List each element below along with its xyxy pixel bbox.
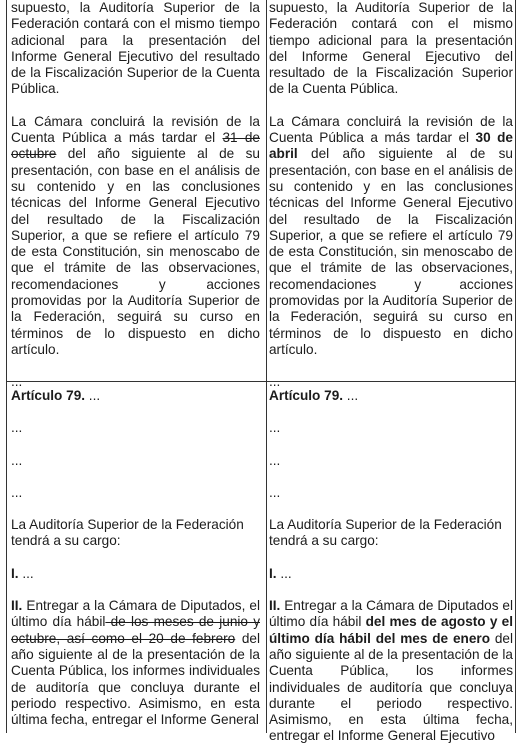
- left-ellipsis: ...: [11, 374, 23, 390]
- column-divider: [266, 0, 267, 733]
- left-fraction-2-strikethrough: de los meses de junio y octubre, así como el 20 de febrero: [11, 614, 260, 646]
- left-fraction-1: [11, 566, 260, 582]
- left-top-cell: [11, 0, 260, 391]
- right-fraction-2-bold-dates: del mes de agosto y el último día hábil del mes de enero: [269, 614, 513, 646]
- right-fraction-1: [269, 566, 513, 582]
- left-fraction-2-number: II.: [11, 598, 23, 614]
- left-fraction-1-number: I.: [11, 565, 19, 581]
- left-dots-3: ...: [11, 484, 23, 500]
- comparison-table: [6, 0, 516, 744]
- right-para2-bold-date: 30 de abril: [269, 130, 513, 162]
- right-dots-2: ...: [269, 452, 281, 468]
- right-bottom-cell: [269, 388, 513, 745]
- right-para2-text-a: La Cámara concluirá la revisión de la Cuenta Pública a más tardar el: [269, 113, 513, 146]
- left-para2-text-b: del año siguiente al de su presentación, con base en el análisis de su contenido y en las conclusiones técnicas del Informe General Ejecutivo del resultado de la Fiscalización Superior, a que se refiere el artículo 79 de esta Constitución, sin menoscabo de que el trámite de las observaciones, recomendaciones y acciones promovidas por la Auditoría Superior de la Federación, seguirá su curso en términos de lo dispuesto en dicho artículo.: [11, 146, 260, 357]
- left-fraction-1-dots: ...: [18, 565, 34, 581]
- right-dots-1: ...: [269, 420, 281, 436]
- right-fraction-2: [269, 598, 513, 745]
- right-fraction-2-number: II.: [269, 598, 281, 614]
- left-fraction-2-text-b: del año siguiente al de la presentación de la Cuenta Pública, los informes individuales de auditoría que concluya durante el periodo respectivo. Asimismo, en esta última fecha, entregar el Informe General: [11, 630, 260, 728]
- right-para2-text-b: del año siguiente al de su presentación, con base en el análisis de su contenido y en las conclusiones técnicas del Informe General Ejecutivo del resultado de la Fiscalización Superior, a que se refiere el artículo 79 de esta Constitución, sin menoscabo de que el trámite de las observaciones, recomendaciones y acciones promovidas por la Auditoría Superior de la Federación, seguirá su curso en términos de lo dispuesto en dicho artículo.: [269, 146, 513, 357]
- left-para2-text-a: La Cámara concluirá la revisión de la Cuenta Pública a más tardar el: [11, 113, 260, 146]
- left-dots-2: ...: [11, 452, 23, 468]
- left-article-title: Artículo 79.: [11, 388, 86, 403]
- right-paragraph-1: supuesto, la Auditoría Superior de la Federación contará con el mismo tiempo adicional para la presentación del Informe General Ejecutivo del resultado de la Fiscalización Superior de la Cuenta Pública.: [269, 0, 513, 97]
- right-fraction-2-text-a: Entregar a la Cámara de Diputados el último día hábil: [269, 598, 513, 630]
- right-paragraph-2: [269, 114, 513, 358]
- left-fraction-2: [11, 598, 260, 728]
- left-paragraph-1: supuesto, la Auditoría Superior de la Federación contará con el mismo tiempo adicional para la presentación del Informe General Ejecutivo del resultado de la Fiscalización Superior de la Cuenta Pública.: [11, 0, 260, 97]
- right-top-cell: [269, 0, 513, 391]
- left-article-dots: ...: [85, 388, 101, 403]
- left-fraction-2-text-a: Entregar a la Cámara de Diputados, el último día hábil: [11, 598, 260, 630]
- right-fraction-1-dots: ...: [276, 565, 292, 581]
- left-article-heading: [11, 388, 260, 404]
- right-fraction-2-text-b: del año siguiente al de la presentación de la Cuenta Pública, los informes individuales de auditoría que concluya durante el periodo respectivo. Asimismo, en esta última fecha, entregar el Informe General Ejecutivo: [269, 630, 513, 744]
- right-article-dots: ...: [343, 388, 359, 403]
- left-auditoria-paragraph: La Auditoría Superior de la Federación tendrá a su cargo:: [11, 517, 244, 549]
- right-fraction-1-number: I.: [269, 565, 277, 581]
- left-paragraph-2: [11, 114, 260, 358]
- right-dots-3: ...: [269, 484, 281, 500]
- right-auditoria-paragraph: La Auditoría Superior de la Federación tendrá a su cargo:: [269, 517, 502, 549]
- right-article-title: Artículo 79.: [269, 388, 344, 403]
- right-article-heading: [269, 388, 513, 404]
- left-dots-1: ...: [11, 420, 23, 436]
- left-para2-strikethrough: 31 de octubre: [11, 130, 260, 162]
- right-ellipsis: ...: [269, 374, 281, 390]
- left-bottom-cell: [11, 388, 260, 728]
